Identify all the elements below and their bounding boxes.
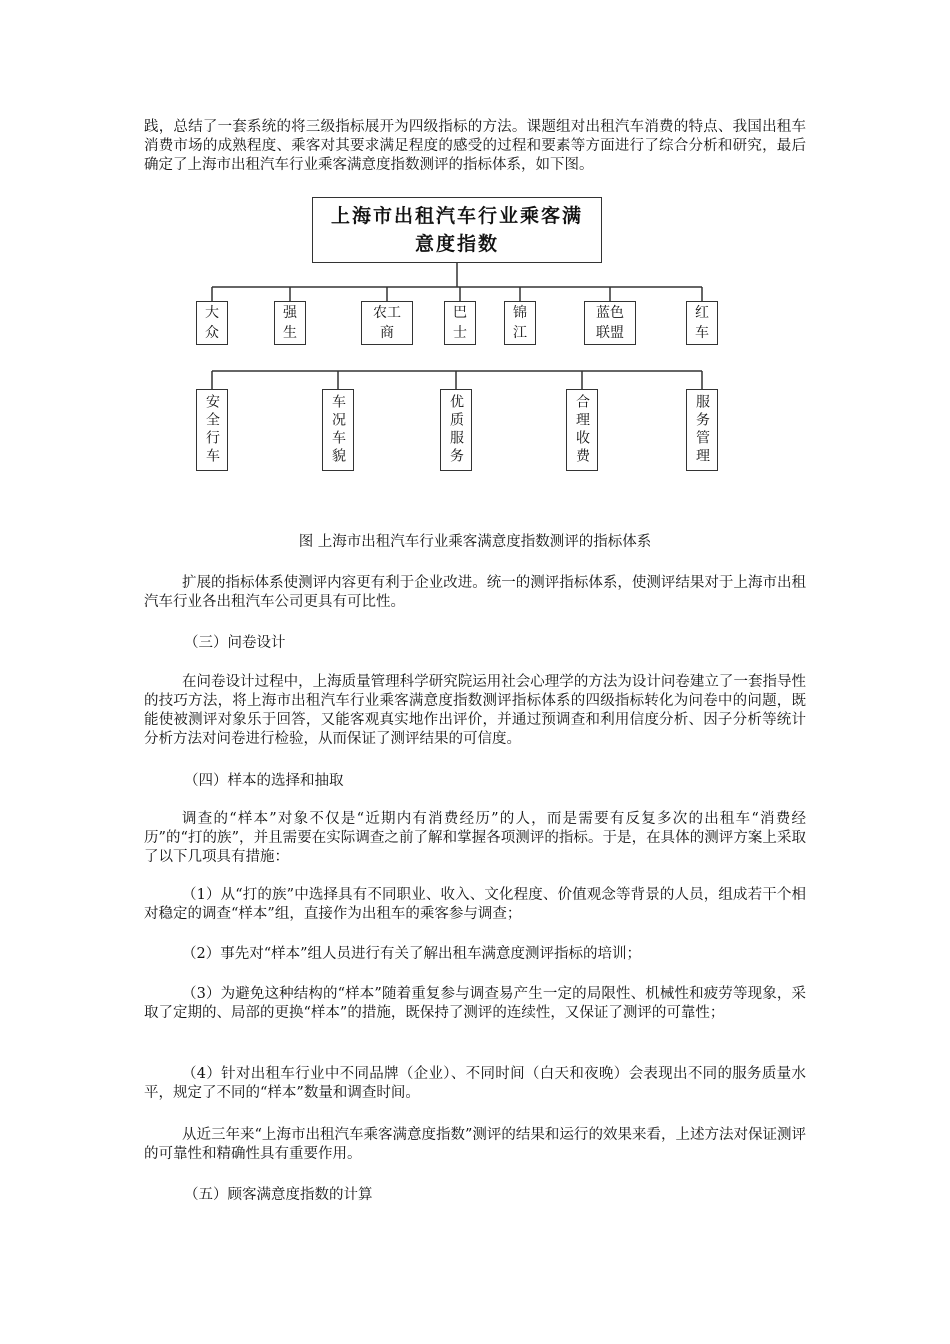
list-item-measure-1: （1）从“打的族”中选择具有不同职业、收入、文化程度、价值观念等背景的人员，组成若干个相对稳定的调查“样本”组，直接作为出租车的乘客参与调查； (144, 887, 806, 922)
company-box-nonggongshang: 农工商 (361, 301, 413, 345)
indicator-box-fair-charging: 合理收费 (566, 389, 598, 471)
section-heading-csi-calculation: （五）顾客满意度指数的计算 (184, 1187, 373, 1203)
company-box-bashi: 巴士 (444, 301, 476, 345)
section-heading-questionnaire: （三）问卷设计 (184, 635, 286, 651)
company-box-hongche: 红车 (686, 301, 718, 345)
list-item-measure-2: （2）事先对“样本”组人员进行有关了解出租车满意度测评指标的培训； (182, 946, 642, 962)
company-box-jinjiang: 锦江 (504, 301, 536, 345)
list-item-measure-3: （3）为避免这种结构的“样本”随着重复参与调查易产生一定的局限性、机械性和疲劳等现象，采取了定期的、局部的更换“样本”的措施，既保持了测评的连续性，又保证了测评的可靠性； (144, 986, 806, 1021)
section-heading-sampling: （四）样本的选择和抽取 (184, 773, 344, 789)
list-item-measure-4: （4）针对出租车行业中不同品牌（企业）、不同时间（白天和夜晚）会表现出不同的服务质量水平，规定了不同的“样本”数量和调查时间。 (144, 1066, 806, 1101)
company-box-qiangsheng: 强生 (274, 301, 306, 345)
indicator-box-vehicle-condition: 车况车貌 (322, 389, 354, 471)
paragraph-questionnaire-design: 在问卷设计过程中，上海质量管理科学研究院运用社会心理学的方法为设计问卷建立了一套指导性的技巧方法，将上海市出租汽车行业乘客满意度指数测评指标体系的四级指标转化为问卷中的问题，既能使被测评对象乐于回答，又能客观真实地作出评价，并通过预调查和利用信度分析、因子分析等统计分析方法对问卷进行检验，从而保证了测评结果的可信度。 (144, 674, 806, 747)
indicator-system-diagram (192, 193, 730, 475)
indicator-box-safe-driving: 安全行车 (196, 389, 228, 471)
company-box-lanse-lianmeng: 蓝色联盟 (584, 301, 636, 345)
company-box-dazhong: 大众 (196, 301, 228, 345)
figure-caption: 图 上海市出租汽车行业乘客满意度指数测评的指标体系 (298, 534, 652, 550)
indicator-box-quality-service: 优质服务 (440, 389, 472, 471)
paragraph-conclusion: 从近三年来“上海市出租汽车乘客满意度指数”测评的结果和运行的效果来看，上述方法对保证测评的可靠性和精确性具有重要作用。 (144, 1127, 806, 1162)
paragraph-sampling: 调查的“样本”对象不仅是“近期内有消费经历”的人，而是需要有反复多次的出租车“消费经历”的“打的族”，并且需要在实际调查之前了解和掌握各项测评的指标。于是，在具体的测评方案上采取了以下几项具有措施： (144, 811, 806, 865)
indicator-box-service-management: 服务管理 (686, 389, 718, 471)
intro-paragraph: 践，总结了一套系统的将三级指标展开为四级指标的方法。课题组对出租汽车消费的特点、我国出租车消费市场的成熟程度、乘客对其要求满足程度的感受的过程和要素等方面进行了综合分析和研究，最后确定了上海市出租汽车行业乘客满意度指数测评的指标体系，如下图。 (144, 119, 806, 173)
paragraph-extended-system: 扩展的指标体系使测评内容更有利于企业改进。统一的测评指标体系，使测评结果对于上海市出租汽车行业各出租汽车公司更具有可比性。 (144, 575, 806, 610)
diagram-title-box: 上海市出租汽车行业乘客满意度指数 (312, 197, 602, 263)
